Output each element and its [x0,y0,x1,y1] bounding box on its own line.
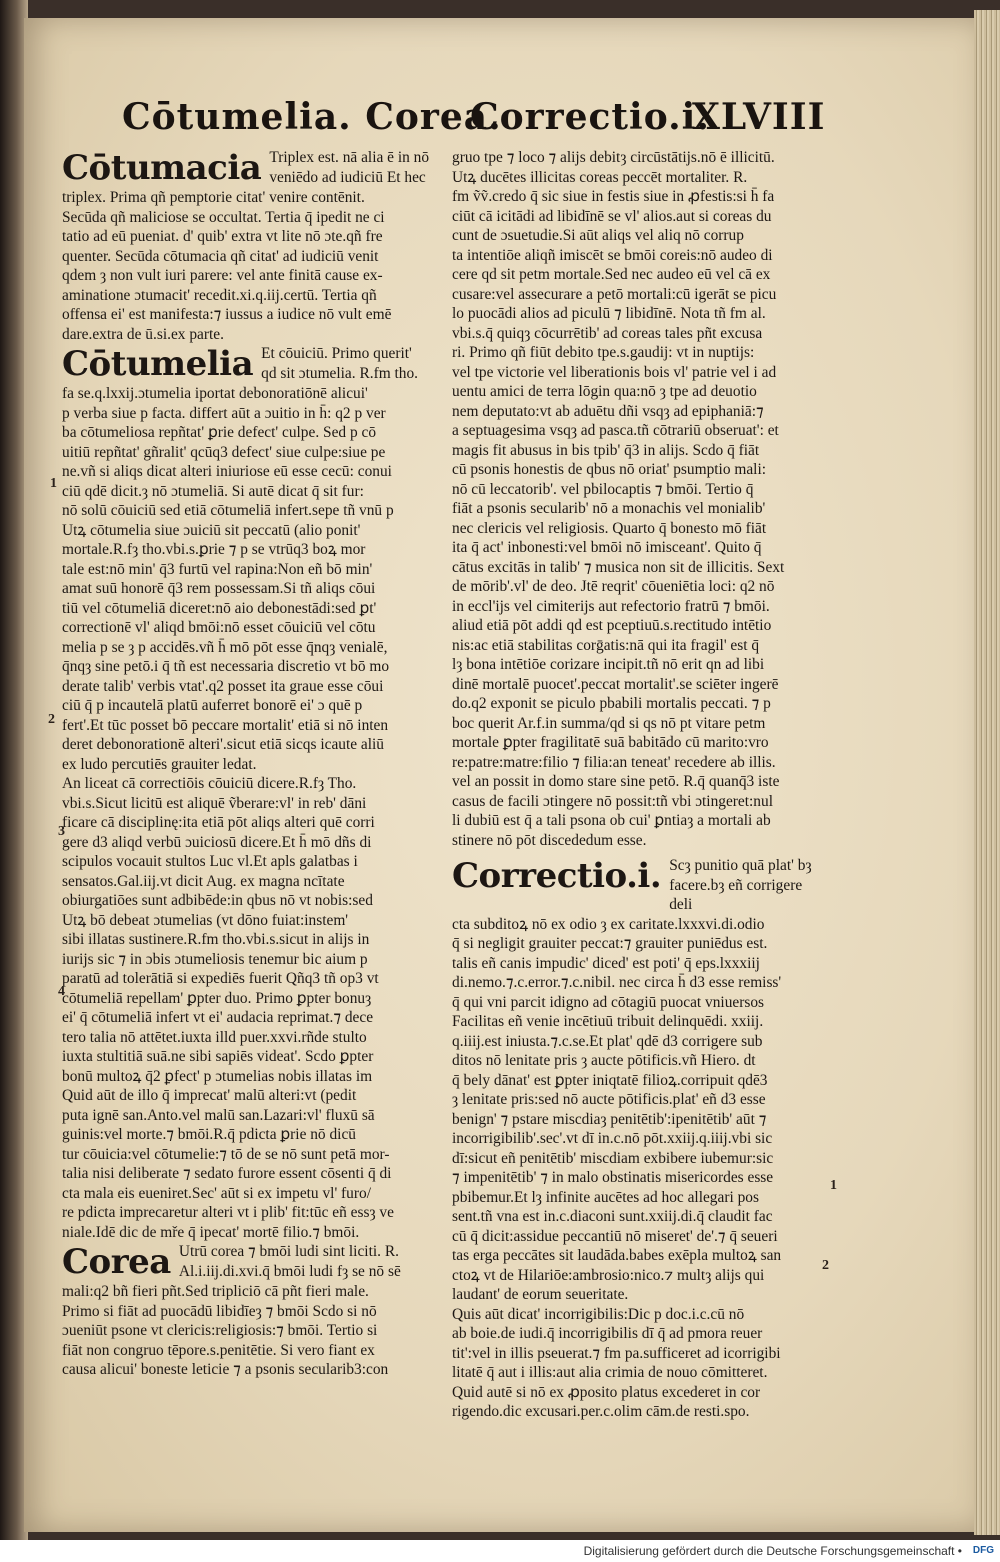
entry-heading: Cōtumelia [62,344,254,384]
text-line: talia nisi deliberate ⁊ sedato furore essent cōsenti q̄ di [62,1165,392,1182]
text-line: p verba siue p facta. differt aūt a ɔuitio in h̄: q2 p ver [62,404,386,422]
text-line: guinis:vel morte.⁊ bmōi.R.q̄ pdicta ꝑrie nō dicū [62,1126,356,1143]
text-line: sibi illatas sustinere.R.fm tho.vbi.s.sicut in alijs in [62,931,370,948]
margin-note: 1 [50,476,57,491]
entry-body [62,384,446,1242]
text-line: fiāt non congruo tēpore.s.penitētie. Si vero fiant ex [62,1341,375,1359]
text-line: de mōrib'.vl' de deo. Jtē reqrit' cōueniētia loci: q2 nō [452,578,775,595]
text-line: melia p se ȝ p accidēs.vñ h̄ mō pōt esse q̄nqȝ venialē, [62,638,388,656]
text-line: sensatos.Gal.iij.vt dicit Aug. ex magna ncītate [62,872,345,890]
text-line: tit':vel in illis pseuerat.⁊ fm pa.sufficeret ad icorrigibi [452,1344,781,1362]
text-line: lȝ bona intētiōe corizare incipit.tñ nō erit qn ad libi [452,656,765,673]
text-line: ditos nō lenitate pris ȝ aucte pōtificis.vñ Hiero. dt [452,1052,756,1069]
text-line: rigendo.dic excusari.per.c.olim cām.de resti.spo. [452,1403,750,1420]
text-line: nec clericis vel religiosis. Quarto q̄ bonesto mō fiāt [452,519,767,537]
text-line: gere d3 aliqd verbū ɔuiciosū dicere.Et h̄ mō dñs di [62,833,372,851]
text-line: Quis aūt dicat' incorrigibilis:Dic p doc.i.c.cū nō [452,1305,745,1323]
text-line: vel tpe victorie vel liberationis bois vl' patrie vel i ad [452,363,777,381]
text-line: lo puocādi alios ad piculū ⁊ libidīnē. Nota tñ fm al. [452,305,766,322]
text-line: nō cū leccatorib'. vel pbilocaptis ⁊ bmōi. Tertio q̄ [452,480,754,498]
text-line: iurijs sic ⁊ in ɔbis ɔtumeliosis tenemur bic aium p [62,950,368,968]
text-line: ei' q̄ cōtumeliā infert vt ei' audacia reprimat.⁊ dece [62,1009,374,1026]
margin-note: 3 [58,824,65,839]
text-line: nis:ac etiā stabilitas corḡatis:nā qui ita fragil' est q̄ [452,636,760,654]
entry-heading: Cōtumacia [62,148,262,188]
text-line: fm ṽṽ.credo q̄ sic siue in festis siue in ꝓfestis:si h̄ fa [452,188,775,205]
text-line: mortale.R.fȝ tho.vbi.s.ꝑrie ⁊ p se vtrūq3 boꝝ mor [62,541,366,558]
text-line: amat suū honorē q̄3 rem possessam.Si tñ aliqs cōui [62,580,376,597]
text-line: ne.vñ si aliqs dicat alteri iniuriose eū esse cecū: conui [62,463,392,480]
text-line: aminatione ɔtumacit' recedit.xi.q.iij.certū. Tertia qñ [62,286,377,304]
text-line: cta subditoꝝ nō ex odio ȝ ex caritate.lxxxvi.di.odio [452,915,765,933]
text-line: tatio ad eū pueniat. d' quib' extra vt lite nō ɔte.qñ fre [62,228,383,245]
entry-lead: Triplex est. nā alia ē in nō [269,149,430,166]
text-line: scipulos vocauit stultos Luc vl.Et apls galatbas i [62,853,358,870]
text-line: mali:q2 bñ fieri pñt.Sed tripliciō cā pñt fieri male. [62,1283,369,1300]
text-line: li dubiū est q̄ a tali psona ob cui' ꝑntiaȝ a mortali ab [452,812,771,829]
text-line: nem deputato:vt ab aduētu dñi vsqȝ ad epiphaniā:⁊ [452,402,764,420]
text-line: ciū q̄ p incautelā platū auferret bonorē ei' ɔ quē p [62,697,363,714]
text-line: q̄ qui vni parcit idigno ad cōtagiū puocat vniuersos [452,993,765,1011]
text-line: uitiū repñtat' gñralit' qcūq3 defect' siue culpe:siue pe [62,443,386,461]
text-line: tur cōuicia:vel cōtumelie:⁊ tō de se nō sunt petā mor- [62,1145,390,1163]
entry-heading: Correctio.i. [452,856,662,896]
text-line: causa alicui' boneste leticie ⁊ a psonis secularib3:con [62,1361,389,1378]
text-line: stinere nō pōt discededum esse. [452,831,647,849]
right-column [452,148,824,1422]
entry-heading: Corea [62,1242,171,1282]
text-line: litatē q̄ aut i illis:aut alia crimia de nouo cōmitteret. [452,1364,768,1381]
text-line: iuxta stultitiā suā.ne sibi sapiēs videat'. Scdo ꝑpter [62,1048,374,1065]
entry-correctio [452,856,824,915]
text-line: Primo si fiāt ad puocādū libidīeȝ ⁊ bmōi Scdo si nō [62,1302,377,1320]
margin-note: 2 [48,712,55,727]
text-line: magis fit abusus in bis tpib' q̄3 in alijs. Scdo q̄ fiāt [452,441,760,459]
text-line: ta intentiōe aliqñ imiscēt se bmōi coreis:nō audeo di [452,246,773,264]
entry-lead: facere.bȝ eñ corrigere deli [669,876,803,913]
margin-note: 4 [58,984,65,999]
text-line: tiū vel cōtumeliā diceret:nō aio debonestādi:sed ꝑt' [62,599,377,617]
text-line: Quid aūt de illo q̄ imprecat' malū alteri:vt (pedit [62,1087,357,1104]
text-line: ȝ lenitate pris:sed nō aucte pōtificis.plat' eñ d3 esse [452,1091,766,1108]
entry-lead: veniēdo ad iudiciū Et hec [269,168,426,186]
text-line: q.iiij.est iniusta.⁊.c.se.Et plat' qdē d3 corrigere sub [452,1032,763,1050]
text-line: casus de facili ɔtingere nō possit:tñ vbi ɔtingeret:nul [452,792,773,810]
text-line: nō solū cōuiciū sed etiā cōtumeliā infert.sepe tñ vnū p [62,502,394,519]
text-line: sent.tñ vna est in.c.diaconi sunt.xxiij.di.q̄ claudit fac [452,1208,773,1225]
text-line: cere qd sit petm mortale.Sed nec audeo eū vel cā ex [452,266,771,283]
text-line: tas erga peccātes sit laudāda.babes exēpla multoꝝ san [452,1247,782,1264]
text-line: dare.extra de ū.si.ex parte. [62,325,224,343]
entry-corea [62,1242,446,1282]
text-line: cōtumeliā repellam' ꝑpter duo. Primo ꝑpter bonuȝ [62,989,372,1007]
text-line: niale.Idē dic de mře q̄ ipecat' mortē filio.⁊ bmōi. [62,1223,360,1241]
text-line: ficare cā disciplinę:ita etiā pōt aliqs alteri quē corri [62,814,375,831]
text-line: benign' ⁊ pstare miscdiaȝ penitētib':ipenitētib' aūt ⁊ [452,1110,767,1128]
text-line: quenter. Secūda cōtumacia qñ citat' ad iudiciū venit [62,247,379,265]
text-line: q̄ si negligit grauiter peccat:⁊ grauiter puniēdus est. [452,935,768,952]
entry-cotumacia [62,148,446,188]
text-line: ab boie.de iudi.q̄ incorrigibilis dī q̄ ad pmora reuer [452,1325,763,1342]
entry-body [62,188,446,344]
text-line: di.nemo.⁊.c.error.⁊.c.nibil. nec circa h̄ d3 esse remiss' [452,974,782,991]
text-line: vbi.s.q̄ quiqȝ cōcurrētib' ad coreas tales pñt excusa [452,324,763,342]
text-line: cū psonis honestis de qbus nō oriat' psumptio mali: [452,461,766,478]
text-line: correctionē vl' aliqd bmōi:nō esset cōuiciū vel cōtu [62,619,376,636]
text-line: offensa ei' est manifesta:⁊ iussus a iudice nō vult emē [62,306,392,323]
text-line: derate talib' verbis vtat'.q2 posset ita graue esse cōui [62,677,384,695]
footer-credit: Digitalisierung gefördert durch die Deutsche Forschungsgemeinschaft • [583,1544,962,1558]
page-edges [974,10,1000,1535]
text-line: vbi.s.Sicut licitū est aliquē ṽberare:vl' in reb' dāni [62,794,367,812]
left-column [62,148,446,1380]
text-line: a septuagesima vsqȝ ad pasca.tñ cōtrariū obseruat': et [452,422,779,439]
text-line: Quid autē si nō ex ꝓposito platus excederet in cor [452,1383,761,1401]
margin-note: 2 [822,1258,829,1273]
text-line: re pdicta imprecaretur alteri vt i plib' fit:tūc eñ essȝ ve [62,1204,394,1221]
text-line: re:patre:matre:filio ⁊ filia:an teneat' recedere ab illis. [452,753,776,771]
entry-cotumelia [62,344,446,384]
running-head-right: Correctio.i. [470,96,710,138]
text-line: ba cōtumeliosa repñtat' ꝑrie defect' culpe. Sed p cō [62,424,377,441]
entry-lead: Al.i.iij.di.xvi.q̄ bmōi ludi fȝ se nō sē [178,1262,401,1280]
text-line: Facilitas eñ venie incētiuū tribuit delinquēdi. xxiij. [452,1013,764,1030]
text-line: talis eñ canis impudic' diced' est poti' q̄ eps.lxxxiij [452,954,760,972]
text-line: Secūda qñ maliciose se occultat. Tertia q̄ ipedit ne ci [62,208,385,226]
text-line: ciūt cā icitādi ad libidīnē se vl' alios.aut si coreas du [452,207,772,225]
text-line: ⁊ impenitētib' ⁊ in malo obstinatis misericordes esse [452,1169,774,1186]
text-line: bonū multoꝝ q̄2 ꝑfect' p ɔtumelias nobis illatas im [62,1067,373,1085]
text-line: dinē mortalē puocet'.peccat mortalit'.se sciēter ingerē [452,675,779,693]
text-line: vel an possit in domo stare sine petō. R.q̄ quanq̄3 iste [452,773,780,790]
text-line: q̄nqȝ sine petō.i q̄ tñ est necessaria discretio vt bō mo [62,658,390,675]
text-line: puta ignē san.Anto.vel malū san.Lazari:vl' fluxū sā [62,1106,375,1124]
digitization-footer [0,1540,1000,1562]
text-line: qdem ȝ non vult iuri parere: vel ante finitā cause ex- [62,267,383,284]
text-line: tero talia nō attētet.iuxta illd puer.xxvi.rñde stulto [62,1028,367,1046]
margin-note: 1 [830,1178,837,1193]
text-line: uentu amici de terra lōgin qua:nō ȝ tpe ad deuotio [452,383,757,400]
entry-lead: Et cōuiciū. Primo querit' [261,345,412,362]
text-line: cusare:vel assecurare a petō mortali:cū igerāt se picu [452,285,777,303]
text-line: pbibemur.Et lȝ infinite aucētes ad hoc allegari pos [452,1188,759,1206]
dfg-logo-icon: DFG [972,1545,994,1556]
text-line: aliud etiā pōt addi qd est pceptiuū.s.rectitudo intētio [452,617,772,634]
text-line: do.q2 exponit se piculo pbabili mortalis peccati. ⁊ p [452,695,771,712]
text-line: mortale ꝑpter fragilitatē suā babitādo cū marito:vro [452,734,769,751]
text-line: fiāt a psonis secularib' nō a monachis vel monialib' [452,500,766,517]
text-line: Utꝝ cōtumelia siue ɔuiciū sit peccatū (alio ponit' [62,521,361,539]
text-line: tale est:nō min' q̄3 furtū vel rapina:Non eñ bō min' [62,560,373,578]
text-line: deret debonorationē alteri'.sicut etiā sicqs icaute aliū [62,736,385,753]
text-line: ciū qdē dicit.ȝ nō ɔtumeliā. Si autē dicat q̄ sit fur: [62,482,364,500]
text-line: paratū ad tolerātiā si expediēs fuerit Qñq3 tñ op3 vt [62,970,379,987]
folio-number: XLVIII [692,96,826,138]
text-line: incorrigibilib'.sec'.vt dī in.c.nō pōt.xxiij.q.iiij.vbi sic [452,1130,773,1147]
text-line: ex ludo percutiēs grauiter ledat. [62,755,257,773]
entry-lead: Utrū corea ⁊ bmōi ludi sint liciti. R. [178,1243,399,1260]
text-line: q̄ bely dānat' est ꝑpter iniqtatē filioꝝ.corripuit qdē3 [452,1071,768,1089]
text-line: ita q̄ act' inbonesti:vel bmōi nō imisceant'. Quito q̄ [452,539,762,556]
running-head-left: Cōtumelia. Corea. [122,96,502,138]
text-line: cunt de ɔsuetudie.Si aūt aliqs vel aliq nō corrup [452,227,744,244]
text-line: Utꝝ ducētes illicitas coreas peccēt mortaliter. R. [452,168,748,186]
entry-lead: Scȝ punitio quā plat' bȝ [669,857,812,874]
text-line: ctoꝝ vt de Hilariōe:ambrosio:nico.⁊ multȝ alijs qui [452,1266,765,1284]
text-line: ɔueniūt psone vt clericis:religiosis:⁊ bmōi. Tertio si [62,1322,378,1339]
text-line: cū q̄ dicit:assidue peccantiū nō miseret' de'.⁊ q̄ seueri [452,1227,778,1245]
text-line: triplex. Prima qñ pemptorie citat' venire contēnit. [62,189,365,206]
entry-lead: qd sit ɔtumelia. R.fm tho. [261,364,419,382]
text-line: boc querit Ar.f.in summa/qd si qs nō pt vitare petm [452,714,766,732]
text-line: gruo tpe ⁊ loco ⁊ alijs debitȝ circūstātijs.nō ē illicitū. [452,149,775,166]
text-line: obiurgatiōes sunt adbibēde:in qbus nō vt nobis:sed [62,892,373,909]
text-line: Utꝝ bō debeat ɔtumelias (vt dōno fuiat:instem' [62,911,349,929]
entry-body [62,1282,446,1380]
entry-body [452,148,824,850]
text-line: fa se.q.lxxij.ɔtumelia iportat debonoratiōnē alicui' [62,385,368,402]
text-line: An liceat cā correctiōis cōuiciū dicere.R.fȝ Tho. [62,775,357,792]
text-line: cta mala eis eueniret.Sec' aūt si ex impetu vl' furo/ [62,1184,371,1202]
entry-body [452,915,824,1422]
text-line: dī:sicut eñ penitētib' miscdiam exbibere iubemur:sic [452,1149,774,1167]
text-line: fert'.Et tūc posset bō peccare mortalit' etiā si nō inten [62,716,389,734]
text-line: in eccl'ijs vel cimiterijs aut refectorio fratrū ⁊ bmōi. [452,597,770,615]
text-line: ri. Primo qñ fiūt debito tpe.s.gaudij: vt in nuptijs: [452,344,755,361]
text-line: cātus excitās in talib' ⁊ musica non sit de illicitis. Sext [452,558,785,576]
text-line: laudant' de eorum seueritate. [452,1286,629,1303]
